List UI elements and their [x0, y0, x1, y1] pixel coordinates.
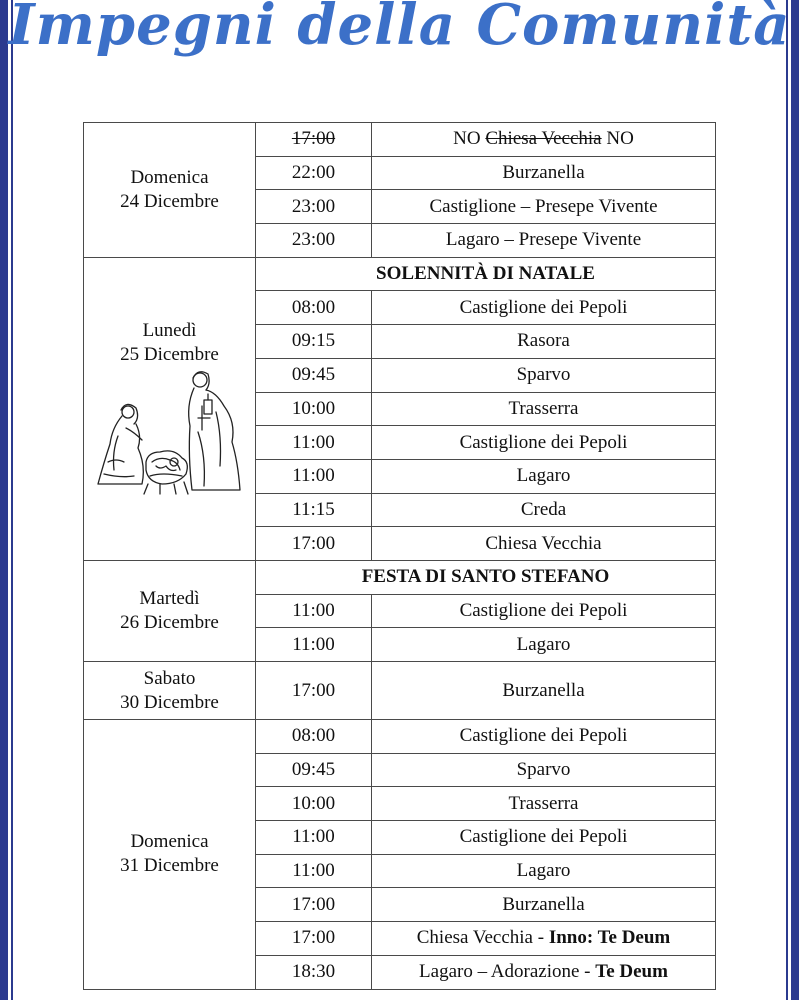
place-cell: Burzanella — [372, 156, 716, 190]
day-cell-25 — [84, 257, 256, 560]
time-cell: 11:00 — [256, 821, 372, 855]
day-name: Domenica — [130, 166, 209, 188]
day-date: 30 Dicembre — [120, 691, 219, 713]
place-cell: Lagaro — [372, 854, 716, 888]
page-title: Impegni della Comunità — [8, 0, 791, 58]
time-cell: 11:00 — [256, 459, 372, 493]
place-cell: Castiglione dei Pepoli — [372, 720, 716, 754]
day-name: Sabato — [143, 667, 196, 689]
day-cell-30 — [84, 662, 256, 720]
place-cell: Castiglione dei Pepoli — [372, 594, 716, 628]
time-cell: 11:00 — [256, 594, 372, 628]
time-cell: 17:00 — [256, 123, 372, 157]
time-cell: 11:00 — [256, 854, 372, 888]
time-cell: 22:00 — [256, 156, 372, 190]
schedule-table — [83, 122, 716, 990]
time-cell: 08:00 — [256, 720, 372, 754]
time-cell: 17:00 — [256, 527, 372, 561]
time-cell: 11:00 — [256, 426, 372, 460]
place-cell: Sparvo — [372, 753, 716, 787]
day-date: 31 Dicembre — [120, 855, 219, 877]
time-cell: 09:45 — [256, 753, 372, 787]
place-cell: Castiglione dei Pepoli — [372, 426, 716, 460]
place-cell: Creda — [372, 493, 716, 527]
place-cell: Chiesa Vecchia — [372, 527, 716, 561]
time-cell: 23:00 — [256, 224, 372, 258]
section-header-stefano: FESTA DI SANTO STEFANO — [256, 560, 716, 594]
day-name: Domenica — [130, 831, 209, 853]
day-cell-26 — [84, 560, 256, 661]
time-cell: 17:00 — [256, 662, 372, 720]
place-cell: Trasserra — [372, 392, 716, 426]
time-cell: 09:45 — [256, 358, 372, 392]
place-cell: Rasora — [372, 325, 716, 359]
table-row — [84, 123, 716, 157]
nativity-scene-icon — [90, 366, 250, 498]
day-date: 24 Dicembre — [120, 190, 219, 212]
table-row — [84, 560, 716, 594]
time-cell: 18:30 — [256, 955, 372, 989]
place-cell: Lagaro — [372, 459, 716, 493]
section-header-natale: SOLENNITÀ DI NATALE — [256, 257, 716, 291]
time-cell: 11:15 — [256, 493, 372, 527]
table-row — [84, 720, 716, 754]
place-cell: Burzanella — [372, 888, 716, 922]
place-cell: Chiesa Vecchia - Inno: Te Deum — [372, 922, 716, 956]
table-row — [84, 662, 716, 720]
time-cell: 23:00 — [256, 190, 372, 224]
day-cell-24 — [84, 123, 256, 258]
day-name: Lunedì — [142, 319, 197, 341]
day-cell-31 — [84, 720, 256, 990]
time-cell: 09:15 — [256, 325, 372, 359]
time-cell: 10:00 — [256, 392, 372, 426]
table-row — [84, 257, 716, 291]
day-date: 25 Dicembre — [120, 343, 219, 365]
time-cell: 17:00 — [256, 922, 372, 956]
place-cell: Lagaro – Presepe Vivente — [372, 224, 716, 258]
place-cell: NO Chiesa Vecchia NO — [372, 123, 716, 157]
place-cell: Lagaro — [372, 628, 716, 662]
place-cell: Burzanella — [372, 662, 716, 720]
place-cell: Sparvo — [372, 358, 716, 392]
time-cell: 11:00 — [256, 628, 372, 662]
time-cell: 17:00 — [256, 888, 372, 922]
time-cell: 08:00 — [256, 291, 372, 325]
place-cell: Castiglione dei Pepoli — [372, 291, 716, 325]
place-cell: Castiglione – Presepe Vivente — [372, 190, 716, 224]
place-cell: Trasserra — [372, 787, 716, 821]
day-date: 26 Dicembre — [120, 611, 219, 633]
time-cell: 10:00 — [256, 787, 372, 821]
place-cell: Lagaro – Adorazione - Te Deum — [372, 955, 716, 989]
day-name: Martedì — [139, 587, 200, 609]
place-cell: Castiglione dei Pepoli — [372, 821, 716, 855]
